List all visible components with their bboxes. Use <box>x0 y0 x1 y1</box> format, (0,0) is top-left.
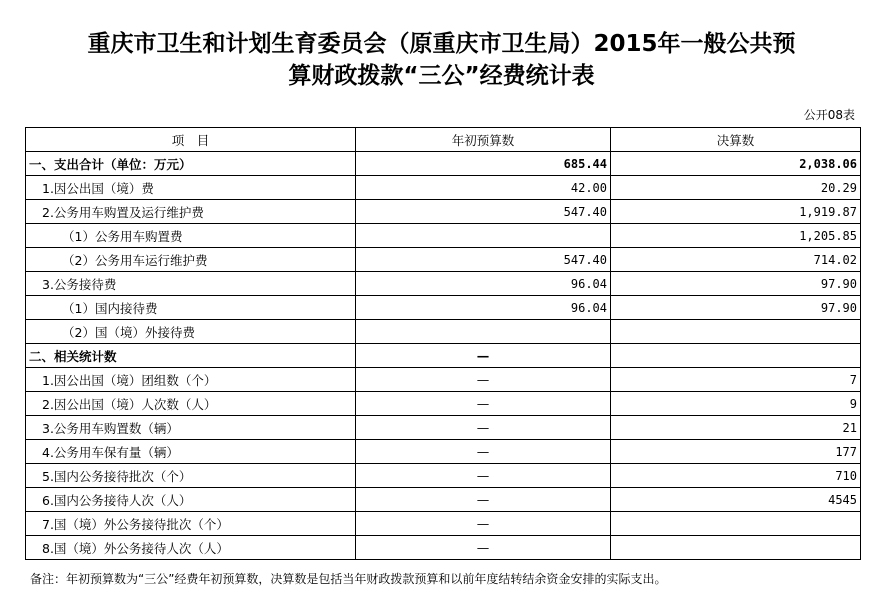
row-final: 177 <box>611 440 861 464</box>
table-row <box>26 392 861 416</box>
row-label: 2.因公出国（境）人次数（人） <box>26 392 356 416</box>
row-label: 一、支出合计（单位：万元） <box>26 152 356 176</box>
row-label: （1）公务用车购置费 <box>26 224 356 248</box>
table-row <box>26 320 861 344</box>
header-item: 项 目 <box>26 128 356 152</box>
row-budget <box>356 224 611 248</box>
row-label: 4.公务用车保有量（辆） <box>26 440 356 464</box>
row-final <box>611 320 861 344</box>
table-row <box>26 464 861 488</box>
row-budget <box>356 320 611 344</box>
row-label: 1.因公出国（境）费 <box>26 176 356 200</box>
footnote: 备注：年初预算数为“三公”经费年初预算数，决算数是包括当年财政拨款预算和以前年度结转结余资金安排的实际支出。 <box>30 572 667 586</box>
table-row <box>26 248 861 272</box>
title-line-1: 重庆市卫生和计划生育委员会（原重庆市卫生局）2015年一般公共预 <box>87 31 796 57</box>
table-row <box>26 440 861 464</box>
row-final: 7 <box>611 368 861 392</box>
row-final: 714.02 <box>611 248 861 272</box>
row-final: 4545 <box>611 488 861 512</box>
row-final: 1,919.87 <box>611 200 861 224</box>
table-row <box>26 152 861 176</box>
row-final: 21 <box>611 416 861 440</box>
row-final: 20.29 <box>611 176 861 200</box>
row-budget: — <box>356 440 611 464</box>
row-final: 9 <box>611 392 861 416</box>
row-budget: 42.00 <box>356 176 611 200</box>
row-budget: 547.40 <box>356 200 611 224</box>
table-row <box>26 296 861 320</box>
row-label: 5.国内公务接待批次（个） <box>26 464 356 488</box>
table-body <box>26 152 861 560</box>
form-code: 公开08表 <box>803 108 855 122</box>
row-final: 97.90 <box>611 272 861 296</box>
row-label: 8.国（境）外公务接待人次（人） <box>26 536 356 560</box>
row-budget: — <box>356 464 611 488</box>
table-row <box>26 368 861 392</box>
row-final <box>611 344 861 368</box>
table-row <box>26 488 861 512</box>
row-budget: — <box>356 344 611 368</box>
row-label: （2）国（境）外接待费 <box>26 320 356 344</box>
row-budget: — <box>356 488 611 512</box>
report-title <box>0 28 883 92</box>
header-budget: 年初预算数 <box>356 128 611 152</box>
row-label: （2）公务用车运行维护费 <box>26 248 356 272</box>
row-final <box>611 512 861 536</box>
row-final: 97.90 <box>611 296 861 320</box>
row-final <box>611 536 861 560</box>
row-budget: — <box>356 416 611 440</box>
table-row <box>26 344 861 368</box>
row-budget: 547.40 <box>356 248 611 272</box>
row-label: （1）国内接待费 <box>26 296 356 320</box>
row-label: 3.公务接待费 <box>26 272 356 296</box>
row-budget: — <box>356 512 611 536</box>
expense-table <box>25 127 861 560</box>
row-label: 二、相关统计数 <box>26 344 356 368</box>
table-row <box>26 200 861 224</box>
title-line-2: 算财政拨款“三公”经费统计表 <box>288 63 595 89</box>
row-label: 3.公务用车购置数（辆） <box>26 416 356 440</box>
row-label: 1.因公出国（境）团组数（个） <box>26 368 356 392</box>
row-budget: — <box>356 536 611 560</box>
row-budget: 96.04 <box>356 272 611 296</box>
row-budget: 96.04 <box>356 296 611 320</box>
header-final: 决算数 <box>611 128 861 152</box>
row-final: 710 <box>611 464 861 488</box>
table-row <box>26 512 861 536</box>
table-row <box>26 272 861 296</box>
table-row <box>26 416 861 440</box>
table-header-row <box>26 128 861 152</box>
row-final: 1,205.85 <box>611 224 861 248</box>
row-budget: — <box>356 392 611 416</box>
table-row <box>26 224 861 248</box>
row-budget: — <box>356 368 611 392</box>
row-label: 7.国（境）外公务接待批次（个） <box>26 512 356 536</box>
table-row <box>26 176 861 200</box>
row-label: 6.国内公务接待人次（人） <box>26 488 356 512</box>
row-budget: 685.44 <box>356 152 611 176</box>
table-row <box>26 536 861 560</box>
row-final: 2,038.06 <box>611 152 861 176</box>
row-label: 2.公务用车购置及运行维护费 <box>26 200 356 224</box>
